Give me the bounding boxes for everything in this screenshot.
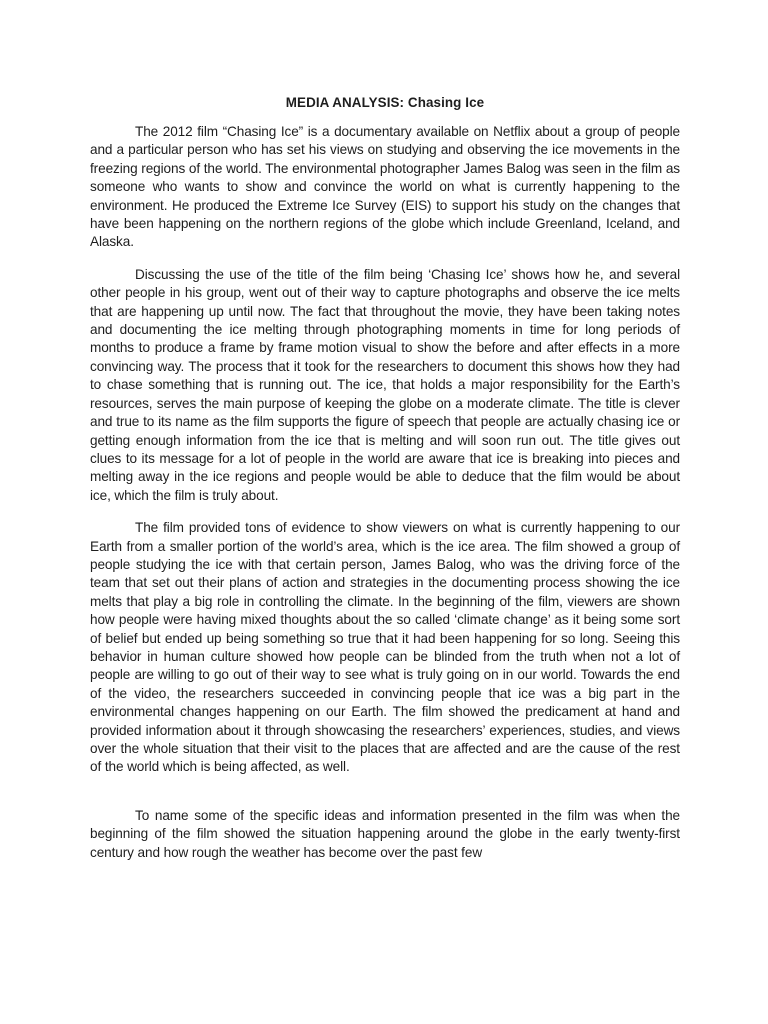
document-title: MEDIA ANALYSIS: Chasing Ice xyxy=(285,95,485,110)
paragraph-title-discussion: Discussing the use of the title of the film being ‘Chasing Ice’ shows how he, and several other people in his group, went out of their way to capture photographs and observe the ice melts that are happening up until now. The fact that throughout the movie, they have been taking notes and documenting the ice melting through photographing moments in time for long periods of months to produce a frame by frame motion visual to show the before and after effects in a more convincing way. The process that it took for the researchers to document this shows how they had to chase something that is running out. The ice, that holds a major responsibility for the Earth’s resources, serves the main purpose of keeping the globe on a moderate climate. The title is clever and true to its name as the film supports the figure of speech that people are actually chasing ice or getting enough information from the ice that is melting and will soon run out. The title gives out clues to its message for a lot of people in the world are aware that ice is breaking into pieces and melting away in the ice regions and people would be able to deduce that the film would be about ice, which the film is truly about. xyxy=(90,266,680,503)
paragraph-specific-ideas: To name some of the specific ideas and information presented in the film was when the beginning of the film showed the situation happening around the globe in the early twenty-first century and how rough the weather has become over the past few xyxy=(90,807,680,860)
paragraph-intro: The 2012 film “Chasing Ice” is a documentary available on Netflix about a group of people and a particular person who has set his views on studying and observing the ice movements in the freezing regions of the world. The environmental photographer James Balog was seen in the film as someone who wants to show and convince the world on what is currently happening to the environment. He produced the Extreme Ice Survey (EIS) to support his study on the changes that have been happening on the northern regions of the globe which include Greenland, Iceland, and Alaska. xyxy=(90,124,680,250)
paragraph-evidence: The film provided tons of evidence to show viewers on what is currently happening to our Earth from a smaller portion of the world’s area, which is the ice area. The film showed a group of people studying the ice with that certain person, James Balog, who was the driving force of the team that set out their plans of action and strategies in the documenting process showing the ice melts that play a big role in controlling the climate. In the beginning of the film, viewers are shown how people were having mixed thoughts about the so called ‘climate change’ as it being some sort of belief but ended up being something so true that it had been happening for so long. Seeing this behavior in human culture showed how people can be blinded from the truth when not a lot of people are willing to go out of their way to see what is truly going on in our world. Towards the end of the video, the researchers succeeded in convincing people that ice was a big part in the environmental changes happening on our Earth. The film showed the predicament at hand and provided information about it through showcasing the researchers’ experiences, studies, and views over the whole situation that their visit to the places that are affected and are the cause of the rest of the world which is being affected, as well. xyxy=(90,520,680,775)
